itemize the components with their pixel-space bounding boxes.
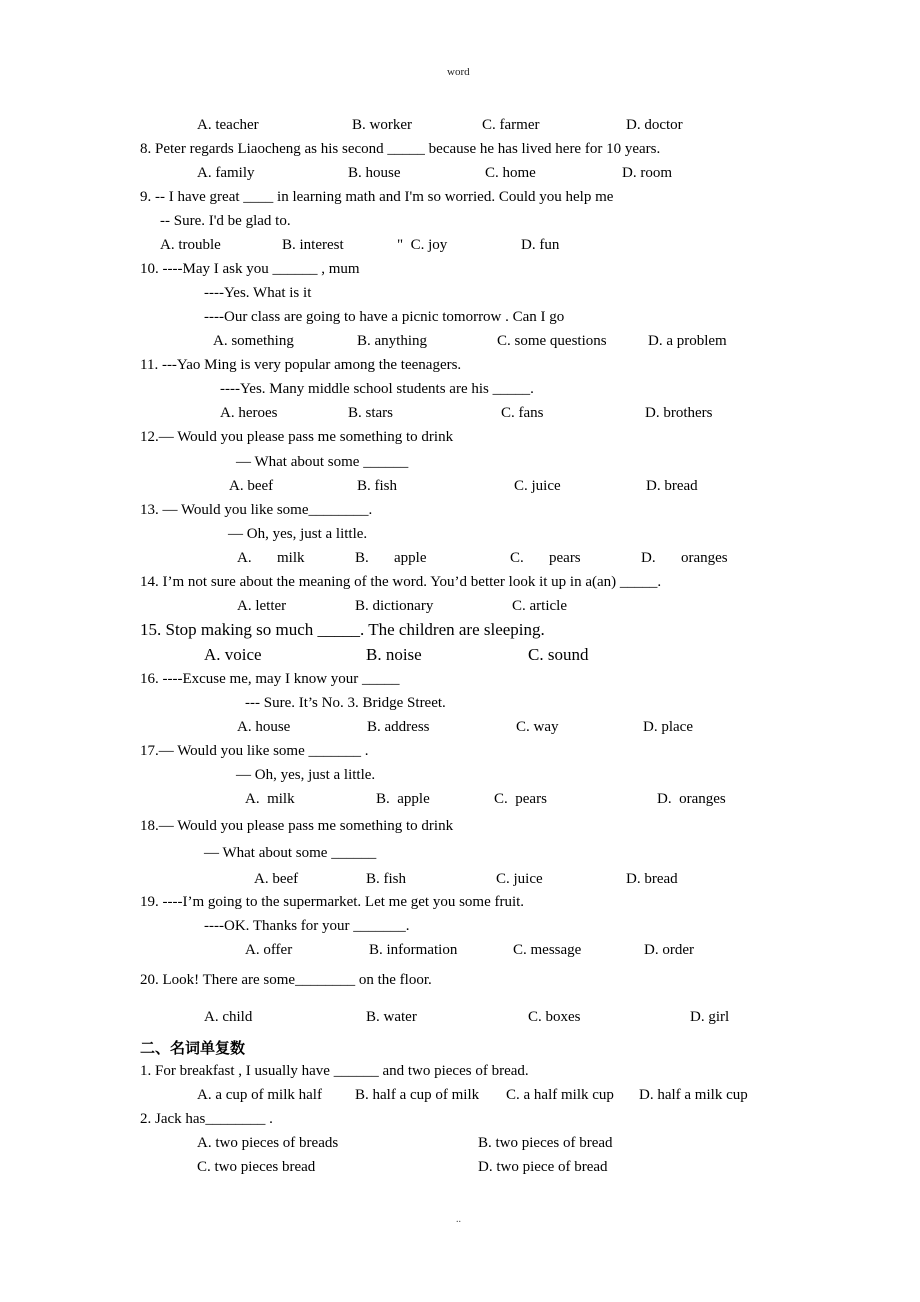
- q11-stem: 11. ---Yao Ming is very popular among the teenagers.: [140, 357, 462, 373]
- q16-option-b: B. address: [367, 719, 430, 735]
- q15-option-c: C. sound: [528, 645, 589, 664]
- q12-option-b: B. fish: [357, 478, 398, 494]
- q15-option-b: B. noise: [366, 645, 422, 664]
- q10-line-2: ----Yes. What is it: [204, 285, 312, 301]
- q20-option-c: C. boxes: [528, 1009, 581, 1025]
- s2-q1-stem: 1. For breakfast , I usually have ______ and two pieces of bread.: [140, 1063, 529, 1079]
- q14-option-c: C. article: [512, 598, 567, 614]
- q12-line-2: — What about some ______: [236, 454, 409, 470]
- q9-reply: -- Sure. I'd be glad to.: [160, 213, 291, 229]
- q10-line-3: ----Our class are going to have a picnic tomorrow . Can I go: [204, 309, 565, 325]
- q13-option-b-letter: B.: [355, 550, 369, 566]
- q13-line-2: — Oh, yes, just a little.: [228, 526, 368, 542]
- q16-option-c: C. way: [516, 719, 559, 735]
- q11-option-b: B. stars: [348, 405, 393, 421]
- page-header: word: [447, 66, 470, 78]
- q13-option-d-text: oranges: [681, 550, 728, 566]
- q18-option-d: D. bread: [626, 871, 678, 887]
- q20-option-a: A. child: [204, 1009, 253, 1025]
- q8-option-a: A. family: [197, 165, 255, 181]
- q17-option-b: B. apple: [376, 791, 430, 807]
- q13-option-c-letter: C.: [510, 550, 524, 566]
- section-2-heading: 二、名词单复数: [140, 1039, 246, 1057]
- q19-stem: 19. ----I’m going to the supermarket. Let me get you some fruit.: [140, 894, 525, 910]
- s2-q2-option-b: B. two pieces of bread: [478, 1135, 613, 1151]
- q12-option-a: A. beef: [229, 478, 274, 494]
- q9-option-a: A. trouble: [160, 237, 221, 253]
- q7-option-b: B. worker: [352, 117, 412, 133]
- q15-option-a: A. voice: [204, 645, 262, 664]
- q18-option-a: A. beef: [254, 871, 299, 887]
- q11-line-2: ----Yes. Many middle school students are his _____.: [220, 381, 534, 397]
- s2-q2-option-c: C. two pieces bread: [197, 1159, 316, 1175]
- q16-option-a: A. house: [237, 719, 291, 735]
- q9-option-d: D. fun: [521, 237, 560, 253]
- q20-option-d: D. girl: [690, 1009, 730, 1025]
- q20-stem: 20. Look! There are some________ on the floor.: [140, 972, 432, 988]
- q11-option-c: C. fans: [501, 405, 544, 421]
- q17-stem: 17.— Would you like some _______ .: [140, 743, 369, 759]
- q19-option-a: A. offer: [245, 942, 293, 958]
- q12-option-d: D. bread: [646, 478, 698, 494]
- page-footer: ..: [456, 1214, 461, 1225]
- s2-q1-option-d: D. half a milk cup: [639, 1087, 748, 1103]
- q13-option-a-letter: A.: [237, 550, 252, 566]
- s2-q1-option-a: A. a cup of milk half: [197, 1087, 322, 1103]
- q10-option-a: A. something: [213, 333, 294, 349]
- q11-option-a: A. heroes: [220, 405, 278, 421]
- q16-line-2: --- Sure. It’s No. 3. Bridge Street.: [245, 695, 446, 711]
- q7-option-c: C. farmer: [482, 117, 540, 133]
- q7-option-d: D. doctor: [626, 117, 683, 133]
- q18-option-b: B. fish: [366, 871, 407, 887]
- q19-option-c: C. message: [513, 942, 582, 958]
- q14-stem: 14. I’m not sure about the meaning of the word. You’d better look it up in a(an) _____.: [140, 574, 662, 590]
- q14-option-a: A. letter: [237, 598, 287, 614]
- q9-stem: 9. -- I have great ____ in learning math and I'm so worried. Could you help me: [140, 189, 614, 205]
- q9-option-c: " C. joy: [397, 237, 448, 253]
- q9-option-b: B. interest: [282, 237, 344, 253]
- q8-option-d: D. room: [622, 165, 672, 181]
- q10-option-d: D. a problem: [648, 333, 727, 349]
- q8-option-b: B. house: [348, 165, 401, 181]
- q17-option-a: A. milk: [245, 791, 295, 807]
- q10-option-b: B. anything: [357, 333, 427, 349]
- q17-option-d: D. oranges: [657, 791, 726, 807]
- q11-option-d: D. brothers: [645, 405, 713, 421]
- q8-option-c: C. home: [485, 165, 536, 181]
- q18-stem: 18.— Would you please pass me something to drink: [140, 818, 454, 834]
- q12-stem: 12.— Would you please pass me something to drink: [140, 429, 454, 445]
- q13-option-b-text: apple: [394, 550, 427, 566]
- q20-option-b: B. water: [366, 1009, 417, 1025]
- q13-stem: 13. — Would you like some________.: [140, 502, 373, 518]
- q13-option-d-letter: D.: [641, 550, 656, 566]
- q16-stem: 16. ----Excuse me, may I know your _____: [140, 671, 400, 687]
- q12-option-c: C. juice: [514, 478, 561, 494]
- q17-option-c: C. pears: [494, 791, 547, 807]
- q19-option-d: D. order: [644, 942, 694, 958]
- q16-option-d: D. place: [643, 719, 693, 735]
- q7-option-a: A. teacher: [197, 117, 259, 133]
- q14-option-b: B. dictionary: [355, 598, 434, 614]
- q10-stem: 10. ----May I ask you ______ , mum: [140, 261, 360, 277]
- s2-q2-stem: 2. Jack has________ .: [140, 1111, 273, 1127]
- q13-option-c-text: pears: [549, 550, 581, 566]
- s2-q2-option-a: A. two pieces of breads: [197, 1135, 339, 1151]
- s2-q2-option-d: D. two piece of bread: [478, 1159, 608, 1175]
- q17-line-2: — Oh, yes, just a little.: [236, 767, 376, 783]
- q13-option-a-text: milk: [277, 550, 305, 566]
- q19-line-2: ----OK. Thanks for your _______.: [204, 918, 410, 934]
- q10-option-c: C. some questions: [497, 333, 607, 349]
- q8-stem: 8. Peter regards Liaocheng as his second _____ because he has lived here for 10 years.: [140, 141, 661, 157]
- q19-option-b: B. information: [369, 942, 458, 958]
- q18-line-2: — What about some ______: [204, 845, 377, 861]
- q18-option-c: C. juice: [496, 871, 543, 887]
- q15-stem: 15. Stop making so much _____. The children are sleeping.: [140, 620, 545, 639]
- s2-q1-option-b: B. half a cup of milk: [355, 1087, 480, 1103]
- s2-q1-option-c: C. a half milk cup: [506, 1087, 614, 1103]
